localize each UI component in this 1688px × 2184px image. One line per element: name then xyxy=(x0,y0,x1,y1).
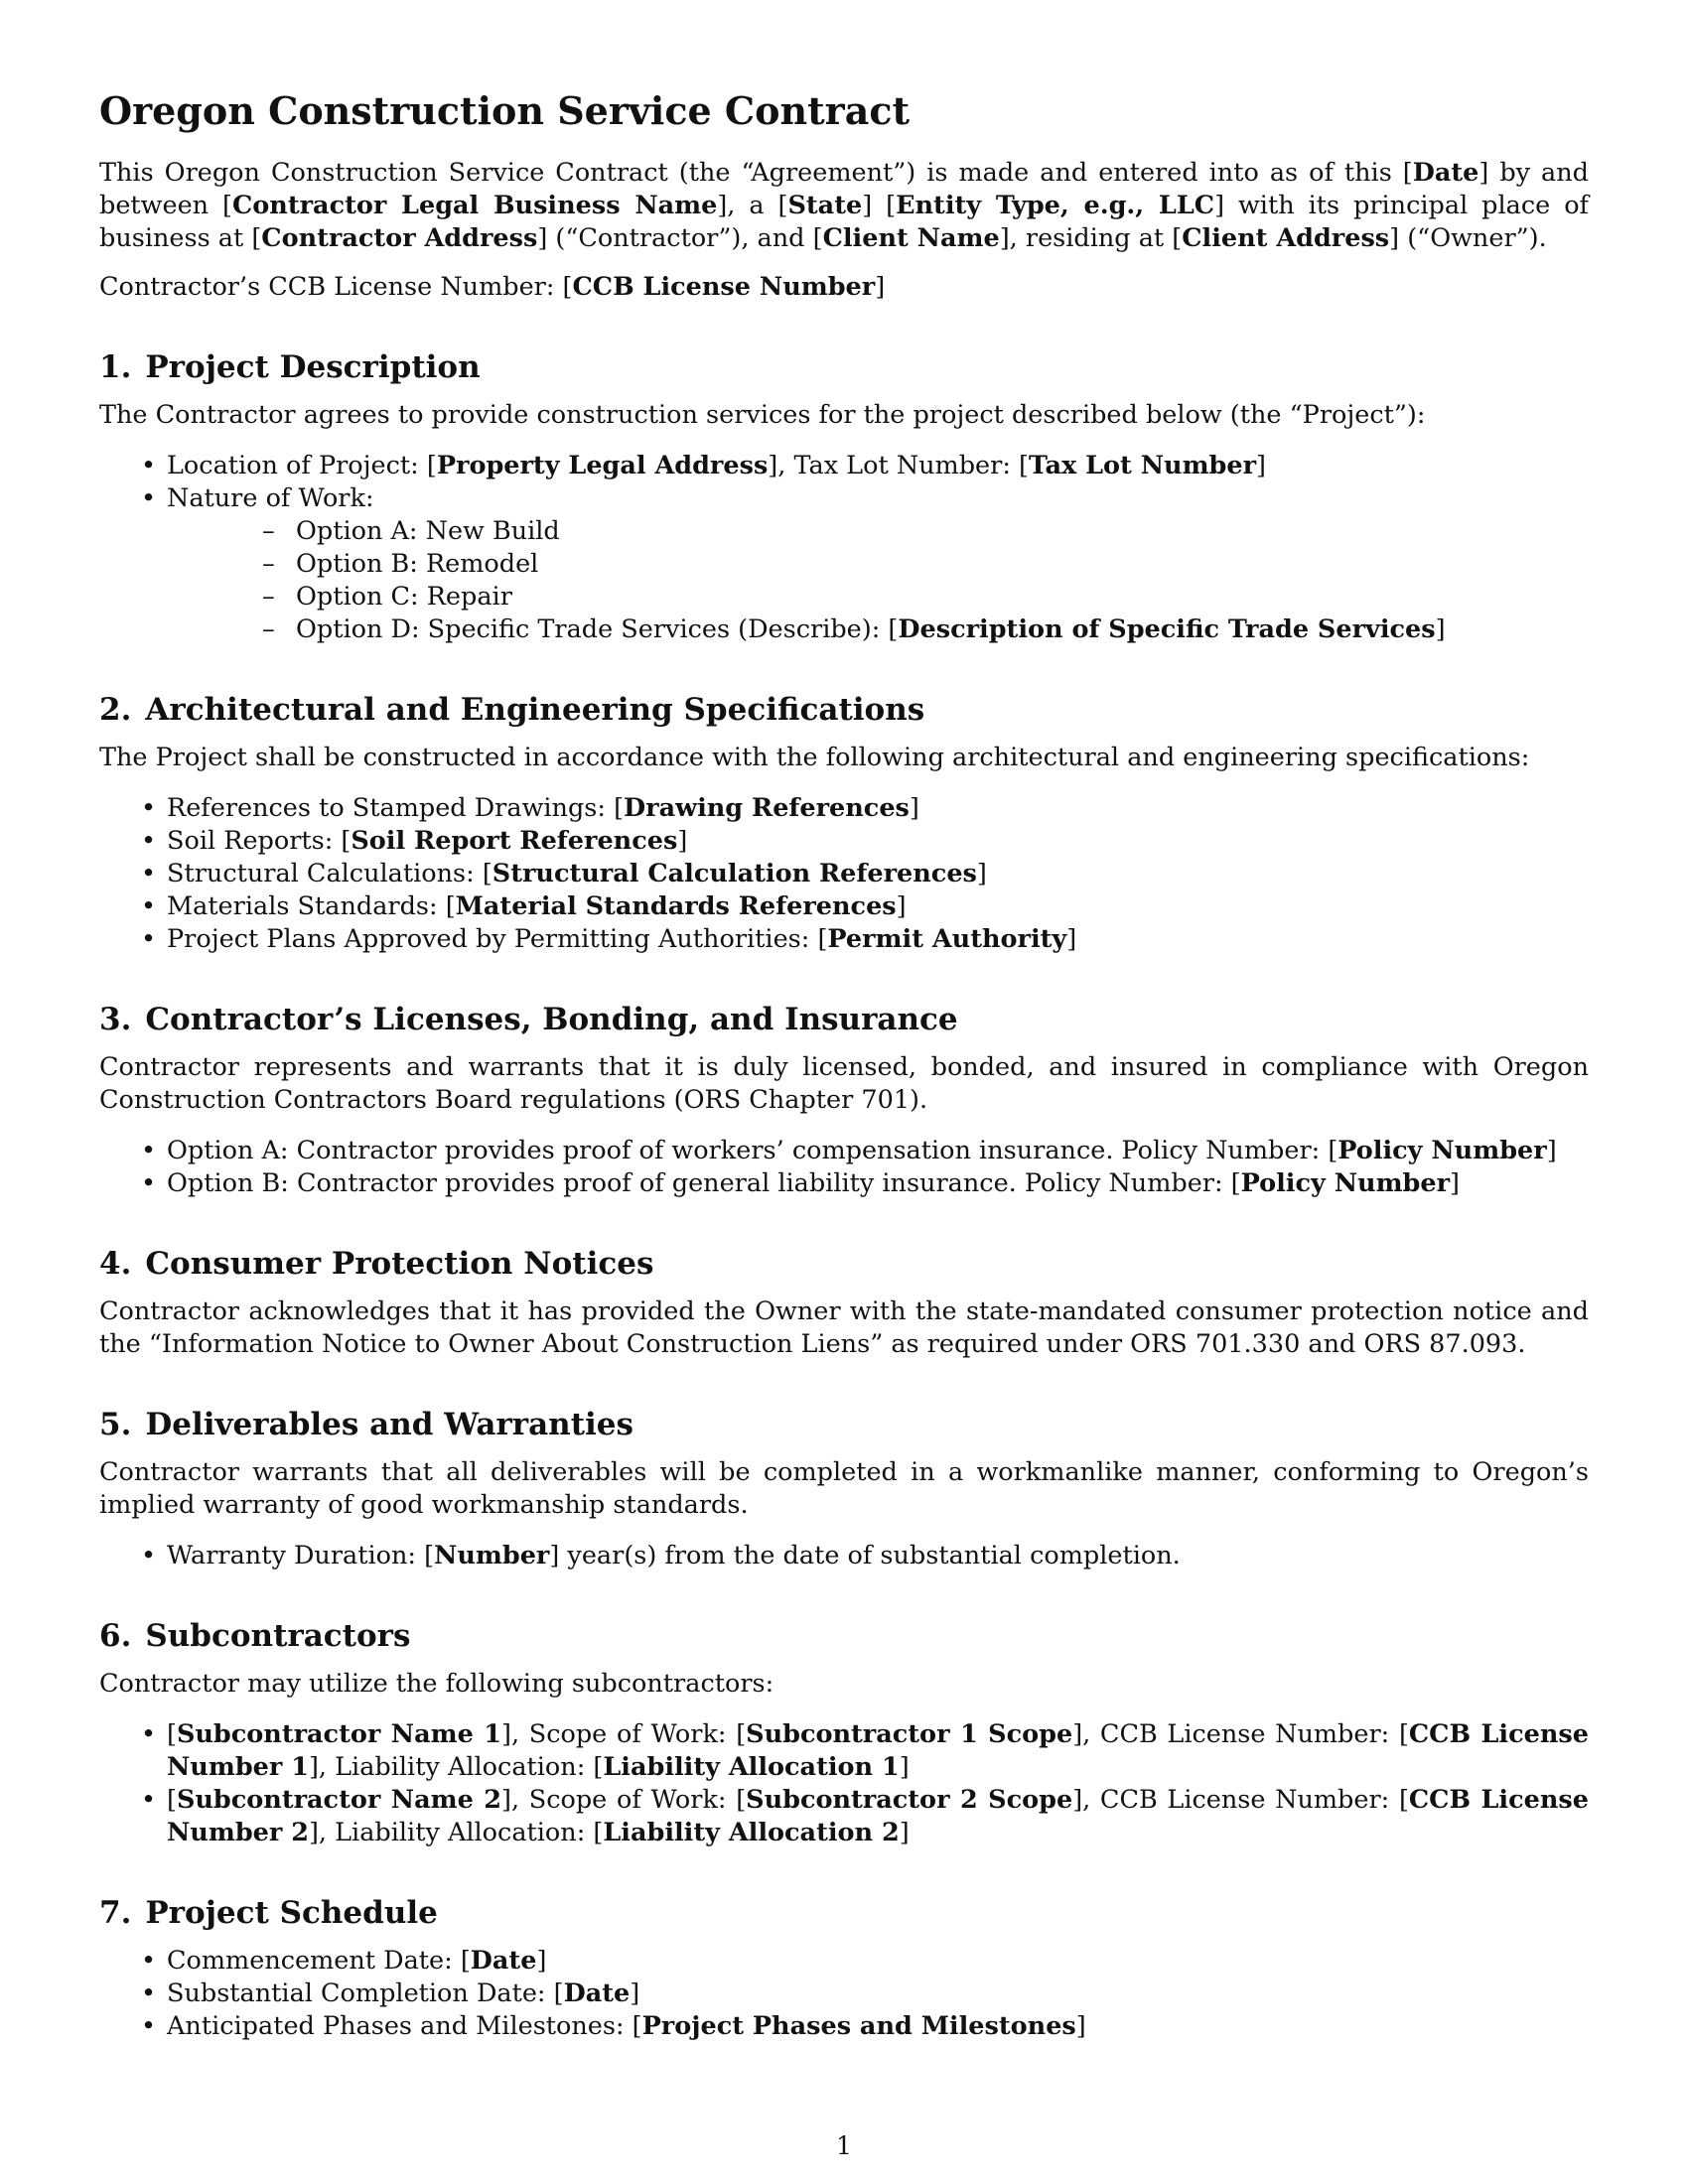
list-item: • Option A: Contractor provides proof of workers’ compensation insurance. Policy Number: [Policy Number] xyxy=(99,1135,1589,1167)
section-text: The Contractor agrees to provide construction services for the project described below (the “Project”): xyxy=(99,400,1426,430)
list-item: • References to Stamped Drawings: [Drawing References] xyxy=(99,792,1589,825)
list-item: • Structural Calculations: [Structural Calculation References] xyxy=(99,858,1589,890)
list-item: • Soil Reports: [Soil Report References] xyxy=(99,825,1589,858)
bullet-list xyxy=(99,1135,1589,1200)
entity-type-placeholder: Entity Type, e.g., LLC xyxy=(896,191,1215,220)
client-name-placeholder: Client Name xyxy=(822,223,1000,253)
sub-list-item: – Option D: Specific Trade Services (Describe): [Description of Specific Trade Services] xyxy=(167,614,1589,646)
contractor-name-placeholder: Contractor Legal Business Name xyxy=(232,191,718,220)
page-number: 1 xyxy=(836,2131,852,2160)
list-item: • Substantial Completion Date: [Date] xyxy=(99,1978,1589,2010)
section-text: Contractor warrants that all deliverables will be completed in a workmanlike manner, conforming to Oregon’s implied warranty of good workmanship standards. xyxy=(99,1457,1589,1520)
list-item: • Anticipated Phases and Milestones: [Project Phases and Milestones] xyxy=(99,2010,1589,2043)
license-line: Contractor’s CCB License Number: [CCB License Number] xyxy=(99,272,886,302)
client-address-placeholder: Client Address xyxy=(1182,223,1390,253)
section-text: The Project shall be constructed in accordance with the following architectural and engineering specifications: xyxy=(99,743,1530,772)
section-heading-project-schedule: 7. Project Schedule xyxy=(99,1895,438,1931)
date-placeholder: Date xyxy=(1412,158,1479,188)
list-item: • Warranty Duration: [Number] year(s) from the date of substantial completion. xyxy=(99,1540,1589,1572)
list-item: • Nature of Work: – Option A: New Build – Option B: Remodel – Option C: Repair – Option D: Specific Trade Services (Describe): [Description of Specific Trade Services] xyxy=(99,482,1589,646)
bullet-list xyxy=(99,1540,1589,1572)
bullet-list xyxy=(99,792,1589,956)
list-item: • Option B: Contractor provides proof of general liability insurance. Policy Number: [Policy Number] xyxy=(99,1167,1589,1200)
contractor-address-placeholder: Contractor Address xyxy=(261,223,538,253)
list-item: • Materials Standards: [Material Standards References] xyxy=(99,890,1589,923)
section-heading-project-description: 1. Project Description xyxy=(99,349,481,385)
sub-list-item: – Option C: Repair xyxy=(167,581,1589,614)
sub-list-item: – Option A: New Build xyxy=(167,515,1589,548)
state-placeholder: State xyxy=(787,191,863,220)
section-heading-specifications: 2. Architectural and Engineering Specifications xyxy=(99,692,925,728)
list-item: • [Subcontractor Name 1], Scope of Work: [Subcontractor 1 Scope], CCB License Number: [CCB License Number 1], Liability Allocation: [Liability Allocation 1] xyxy=(99,1718,1589,1784)
document-title: Oregon Construction Service Contract xyxy=(99,88,911,133)
list-item: • Location of Project: [Property Legal Address], Tax Lot Number: [Tax Lot Number] xyxy=(99,450,1589,482)
sub-list-item: – Option B: Remodel xyxy=(167,548,1589,581)
section-text: Contractor may utilize the following subcontractors: xyxy=(99,1669,774,1699)
section-text: Contractor represents and warrants that it is duly licensed, bonded, and insured in compliance with Oregon Construction Contractors Board regulations (ORS Chapter 701). xyxy=(99,1052,1589,1115)
section-text: Contractor acknowledges that it has provided the Owner with the state-mandated consumer protection notice and the “Information Notice to Owner About Construction Liens” as required under ORS 701.330 and ORS 87.093. xyxy=(99,1297,1589,1359)
section-heading-subcontractors: 6. Subcontractors xyxy=(99,1618,411,1654)
section-heading-consumer-protection: 4. Consumer Protection Notices xyxy=(99,1246,654,1282)
list-item: • [Subcontractor Name 2], Scope of Work: [Subcontractor 2 Scope], CCB License Number: [CCB License Number 2], Liability Allocation: [Liability Allocation 2] xyxy=(99,1784,1589,1849)
ccb-license-placeholder: CCB License Number xyxy=(572,272,876,302)
sub-list xyxy=(167,515,1589,646)
bullet-list xyxy=(99,1718,1589,1849)
section-heading-deliverables: 5. Deliverables and Warranties xyxy=(99,1407,633,1442)
list-item: • Project Plans Approved by Permitting Authorities: [Permit Authority] xyxy=(99,923,1589,956)
section-heading-licenses-insurance: 3. Contractor’s Licenses, Bonding, and Insurance xyxy=(99,1002,958,1037)
intro-paragraph: This Oregon Construction Service Contract (the “Agreement”) is made and entered into as of this [Date] by and between [Contractor Legal Business Name], a [State] [Entity Type, e.g., LLC] with its principal place of business at [Contractor Address] (“Contractor”), and [Client Name], residing at [Client Address] (“Owner”). xyxy=(99,158,1590,253)
list-item: • Commencement Date: [Date] xyxy=(99,1945,1589,1978)
bullet-list xyxy=(99,1945,1589,2043)
bullet-list xyxy=(99,450,1589,646)
document-page xyxy=(99,87,1589,2043)
